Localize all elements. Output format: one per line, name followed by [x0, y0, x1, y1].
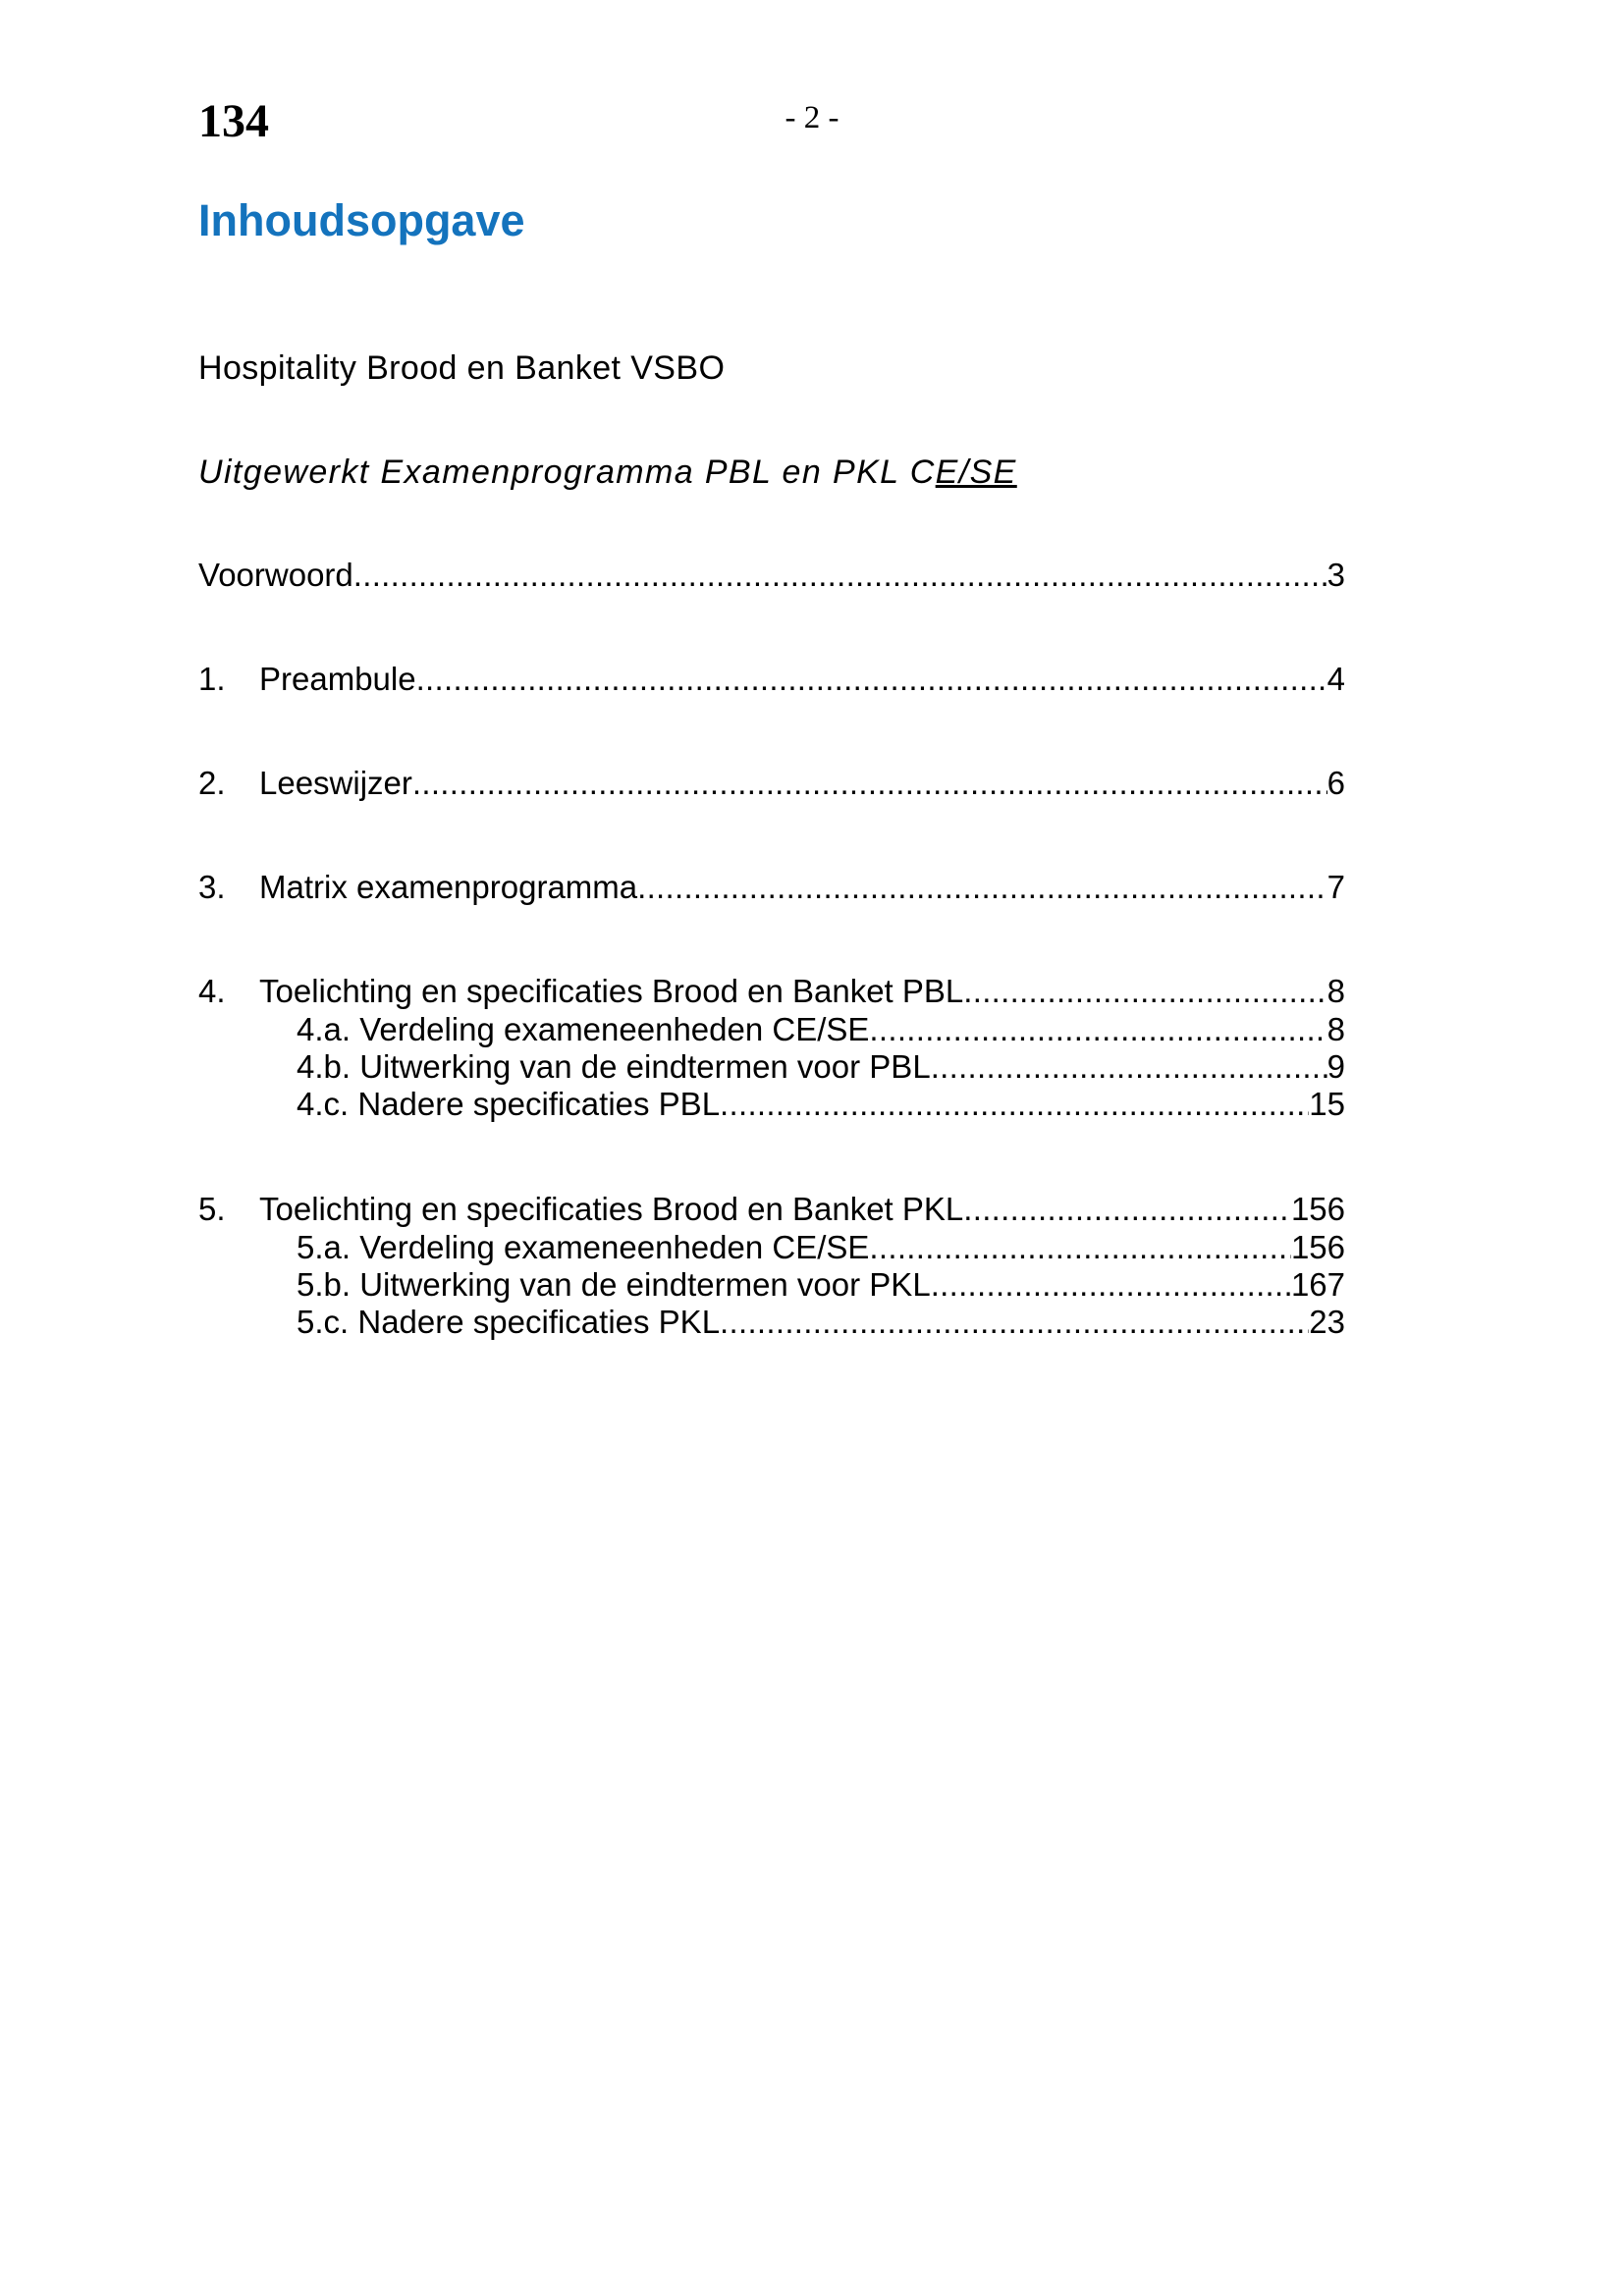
toc-leader-dots — [931, 1266, 1291, 1304]
toc-entry-number: 3. — [198, 869, 226, 905]
toc-subentry-page: 167 — [1290, 1266, 1345, 1303]
toc-entry-number: 5. — [198, 1191, 226, 1227]
toc-subentry-page: 9 — [1326, 1048, 1345, 1085]
program-title-main: Uitgewerkt Examenprogramma PBL en PKL C — [198, 454, 936, 491]
toc-entry-1[interactable] — [198, 661, 1345, 698]
toc-leader-dots — [353, 557, 1327, 594]
page-number-left: 134 — [198, 95, 269, 147]
toc-entry-5[interactable] — [198, 1191, 1345, 1228]
toc-leader-dots — [637, 869, 1327, 906]
toc-leader-dots — [412, 765, 1327, 802]
toc-entry-label: Voorwoord — [198, 557, 353, 593]
toc-subentry-4a[interactable] — [297, 1011, 1345, 1048]
toc-entry-page: 156 — [1290, 1191, 1345, 1227]
toc-subentry-5b[interactable] — [297, 1266, 1345, 1304]
toc-leader-dots — [416, 661, 1327, 698]
toc-subentry-label: 4.b. Uitwerking van de eindtermen voor PBL — [297, 1048, 931, 1085]
toc-entry-voorwoord[interactable] — [198, 557, 1345, 594]
toc-subentry-label: 5.b. Uitwerking van de eindtermen voor PKL — [297, 1266, 931, 1303]
toc-subentry-5a[interactable] — [297, 1229, 1345, 1266]
toc-subentry-page: 15 — [1309, 1086, 1345, 1122]
document-program-title — [198, 455, 1017, 489]
toc-entry-label: Toelichting en specificaties Brood en Banket PBL — [259, 973, 964, 1009]
toc-entry-number: 4. — [198, 973, 226, 1009]
toc-subentry-page: 8 — [1326, 1011, 1345, 1047]
toc-subentry-label: 5.c. Nadere specificaties PKL — [297, 1304, 721, 1340]
toc-leader-dots — [720, 1086, 1309, 1123]
toc-entry-label: Preambule — [259, 661, 416, 697]
toc-entry-label: Matrix examenprogramma — [259, 869, 638, 905]
toc-entry-page: 6 — [1326, 765, 1345, 801]
toc-subentry-label: 4.a. Verdeling exameneenheden CE/SE — [297, 1011, 870, 1047]
toc-leader-dots — [720, 1304, 1309, 1341]
toc-leader-dots — [963, 973, 1326, 1010]
toc-leader-dots — [931, 1048, 1327, 1086]
toc-entry-3[interactable] — [198, 869, 1345, 906]
toc-subentry-4c[interactable] — [297, 1086, 1345, 1123]
toc-subentry-label: 5.a. Verdeling exameneenheden CE/SE — [297, 1229, 870, 1265]
toc-leader-dots — [869, 1229, 1291, 1266]
toc-entry-page: 3 — [1326, 557, 1345, 593]
program-title-underlined: E/SE — [935, 454, 1017, 491]
toc-entry-page: 8 — [1326, 973, 1345, 1009]
page-number-center: - 2 - — [785, 100, 839, 135]
toc-leader-dots — [963, 1191, 1291, 1228]
toc-entry-page: 7 — [1326, 869, 1345, 905]
toc-subentry-label: 4.c. Nadere specificaties PBL — [297, 1086, 721, 1122]
toc-entry-number: 2. — [198, 765, 226, 801]
toc-leader-dots — [869, 1011, 1326, 1048]
toc-subentry-5c[interactable] — [297, 1304, 1345, 1341]
toc-subentry-4b[interactable] — [297, 1048, 1345, 1086]
toc-entry-label: Toelichting en specificaties Brood en Banket PKL — [259, 1191, 964, 1227]
document-subject: Hospitality Brood en Banket VSBO — [198, 349, 726, 387]
toc-entry-label: Leeswijzer — [259, 765, 412, 801]
toc-entry-number: 1. — [198, 661, 226, 697]
toc-title: Inhoudsopgave — [198, 195, 525, 245]
toc-subentry-page: 23 — [1309, 1304, 1345, 1340]
toc-entry-4[interactable] — [198, 973, 1345, 1010]
toc-entry-page: 4 — [1326, 661, 1345, 697]
toc-subentry-page: 156 — [1290, 1229, 1345, 1265]
toc-entry-2[interactable] — [198, 765, 1345, 802]
